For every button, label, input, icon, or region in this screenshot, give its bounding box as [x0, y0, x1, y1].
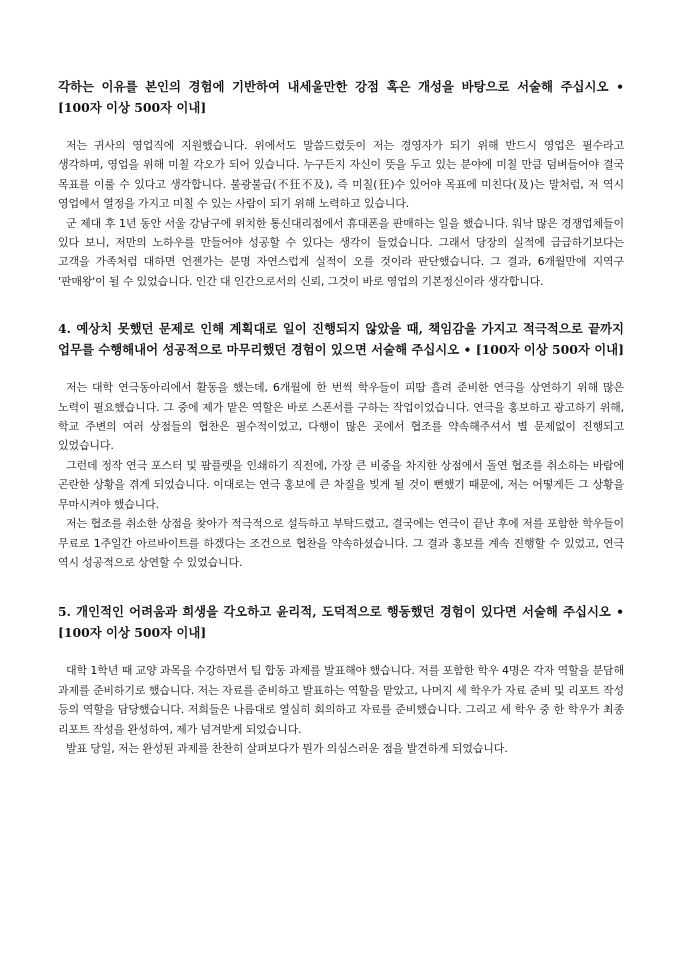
question-3-heading: 각하는 이유를 본인의 경험에 기반하여 내세울만한 강점 혹은 개성을 바탕으로 서술해 주십시오 • [100자 이상 500자 이내]: [58, 79, 624, 115]
section-5: [58, 601, 624, 758]
question-5-heading: 5. 개인적인 어려움과 희생을 각오하고 윤리적, 도덕적으로 행동했던 경험이 있다면 서술해 주십시오 • [100자 이상 500자 이내]: [58, 604, 624, 641]
answer-4-paragraph-1: 저는 대학 연극동아리에서 활동을 했는데, 6개월에 한 번씩 학우들이 피땀 흘려 준비한 연극을 상연하기 위해 많은 노력이 필요했습니다. 그 중에 제가 맡은 역할은 바로 스폰서를 구하는 작업이었습니다. 연극을 홍보하고 광고하기 위해, 학교 주변의 여러 상점들의 협찬은 필수적이었고, 다행이 많은 곳에서 협조를 약속해주셔서 별 문제없이 진행되고 있었습니다.: [58, 381, 624, 453]
section-3: [58, 76, 624, 291]
question-4-heading: 4. 예상치 못했던 문제로 인해 계획대로 일이 진행되지 않았을 때, 책임감을 가지고 적극적으로 끝까지 업무를 수행해내어 성공적으로 마무리했던 경험이 있으면 서술해 주십시오 • [100자 이상 500자 이내]: [58, 321, 625, 358]
section-spacer: [58, 291, 624, 318]
answer-4-paragraph-3: 저는 협조를 취소한 상점을 찾아가 적극적으로 설득하고 부탁드렸고, 결국에는 연극이 끝난 후에 저를 포함한 학우들이 무료로 1주일간 아르바이트를 하겠다는 조건으로 협찬을 약속하셨습니다. 그 결과 홍보를 계속 진행할 수 있었고, 연극 역시 성공적으로 상연할 수 있었습니다.: [58, 517, 624, 569]
section-4: [58, 318, 624, 572]
section-spacer: [58, 572, 624, 601]
answer-4-paragraph-2: 그런데 정작 연극 포스터 및 팜플렛을 인쇄하기 직전에, 가장 큰 비중을 차지한 상점에서 돌연 협조를 취소하는 바람에 곤란한 상황을 겪게 되었습니다. 이대로는 연극 홍보에 큰 차질을 빚게 될 것이 뻔했기 때문에, 저는 어떻게든 그 상황을 무마시켜야 했습니다.: [58, 458, 624, 511]
answer-5-paragraph-1: 대학 1학년 때 교양 과목을 수강하면서 팀 합동 과제를 발표해야 했습니다. 저를 포함한 학우 4명은 각자 역할을 분담해 과제를 준비하기로 했습니다. 저는 자료를 준비하고 발표하는 역할을 맡았고, 나머지 세 학우가 자료 준비 및 리포트 작성 등의 역할을 담당했습니다. 저희들은 나름대로 열심히 회의하고 자료를 준비했습니다. 그리고 세 학우 중 한 학우가 최종 리포트 작성을 완성하여, 제가 넘겨받게 되었습니다.: [58, 664, 624, 736]
answer-5-paragraph-2: 발표 당일, 저는 완성된 과제를 찬찬히 살펴보다가 뭔가 의심스러운 점을 발견하게 되었습니다.: [66, 741, 508, 755]
answer-3-paragraph-1: 저는 귀사의 영업직에 지원했습니다. 위에서도 말씀드렸듯이 저는 경영자가 되기 위해 반드시 영업은 필수라고 생각하며, 영업을 위해 미칠 각오가 되어 있습니다. 누구든지 자신이 뜻을 두고 있는 분야에 미칠 만큼 덤벼들어야 결국 목표를 이룰 수 있다고 생각합니다. 불광불급(不狂不及), 즉 미칠(狂)수 있어야 목표에 미친다(及)는 말처럼, 저 역시 영업에서 열정을 가지고 미칠 수 있는 사람이 되기 위해 노력하고 있습니다.: [58, 139, 624, 211]
answer-3-paragraph-2: 군 제대 후 1년 동안 서울 강남구에 위치한 통신대리점에서 휴대폰을 판매하는 일을 했습니다. 워낙 많은 경쟁업체들이 있다 보니, 저만의 노하우를 만들어야 성공할 수 있다는 생각이 들었습니다. 그래서 당장의 실적에 급급하기보다는 고객을 가족처럼 대하면 언젠가는 분명 자연스럽게 실적이 오를 것이라 판단했습니다. 그 결과, 6개월만에 지역구 '판매왕'이 될 수 있었습니다. 인간 대 인간으로서의 신뢰, 그것이 바로 영업의 기본정신이라 생각합니다.: [58, 216, 624, 288]
document-page: [58, 76, 624, 758]
